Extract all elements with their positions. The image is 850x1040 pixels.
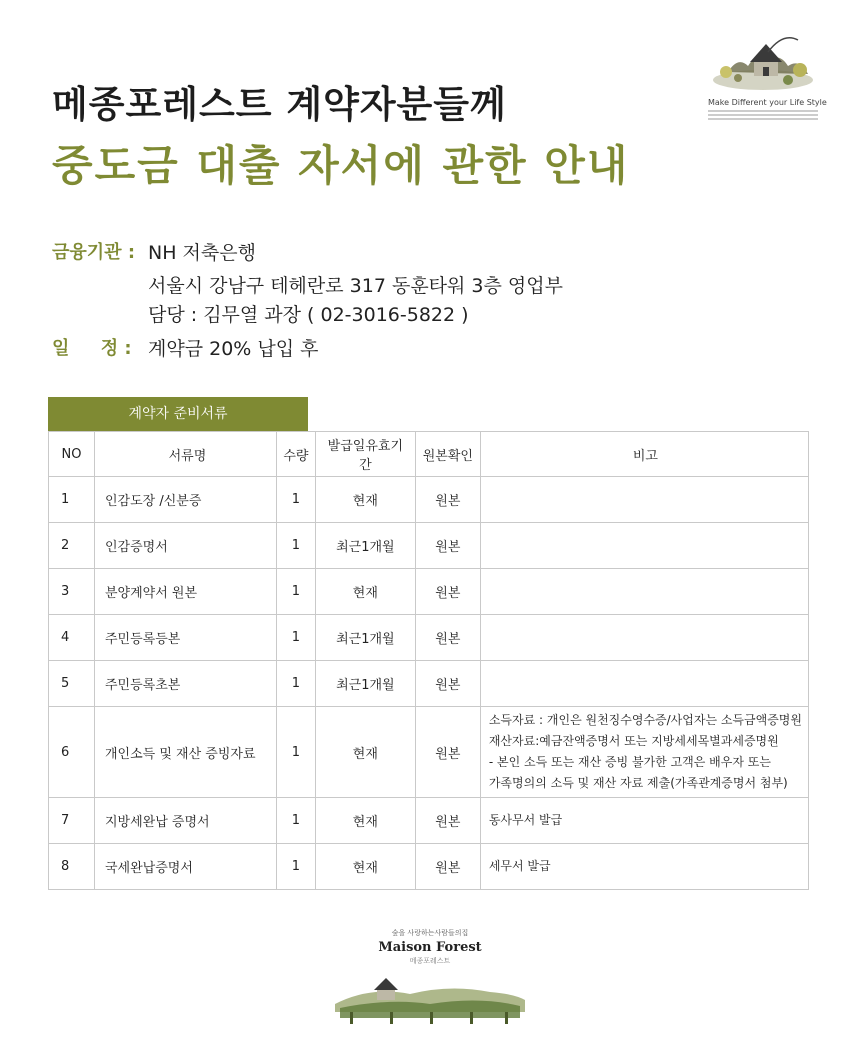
row-qty: 1	[276, 477, 315, 523]
institution-contact: 담당 : 김무열 과장 ( 02-3016-5822 )	[148, 304, 469, 326]
table-row	[49, 615, 809, 661]
note-line: 소득자료 : 개인은 원천징수영수증/사업자는 소득금액증명원	[488, 713, 802, 727]
row-period: 현재	[315, 569, 415, 615]
row-no: 2	[49, 523, 95, 569]
row-no: 8	[49, 844, 95, 890]
page-title-line2: 중도금 대출 자서에 관한 안내	[52, 141, 630, 190]
row-note	[480, 569, 808, 615]
row-no: 3	[49, 569, 95, 615]
row-period: 현재	[315, 798, 415, 844]
row-original: 원본	[415, 844, 480, 890]
row-original: 원본	[415, 569, 480, 615]
row-doc-name: 개인소득 및 재산 증빙자료	[94, 707, 276, 798]
note-line: 동사무서 발급	[488, 813, 563, 827]
row-note	[480, 798, 808, 844]
table-row	[49, 707, 809, 798]
row-period: 최근1개월	[315, 523, 415, 569]
row-original: 원본	[415, 798, 480, 844]
row-no: 1	[49, 477, 95, 523]
header-period: 발급일유효기간	[315, 432, 415, 477]
row-note	[480, 661, 808, 707]
note-line: 재산자료:예금잔액증명서 또는 지방세세목별과세증명원	[488, 734, 779, 748]
documents-tab: 계약자 준비서류	[48, 397, 308, 431]
header-note: 비고	[480, 432, 808, 477]
row-original: 원본	[415, 615, 480, 661]
row-no: 6	[49, 707, 95, 798]
table-row	[49, 523, 809, 569]
row-no: 5	[49, 661, 95, 707]
note-line: 가족명의의 소득 및 재산 자료 제출(가족관계증명서 첨부)	[488, 776, 788, 790]
forest-illustration	[330, 964, 530, 1026]
row-doc-name: 국세완납증명서	[94, 844, 276, 890]
row-note	[480, 844, 808, 890]
house-forest-illustration	[708, 22, 818, 94]
row-no: 7	[49, 798, 95, 844]
row-qty: 1	[276, 615, 315, 661]
institution-address: 서울시 강남구 테헤란로 317 동훈타워 3층 영업부	[148, 275, 563, 297]
header-no: NO	[49, 432, 95, 477]
row-no: 4	[49, 615, 95, 661]
slogan: Make Different your Life Style	[708, 98, 827, 107]
row-period: 최근1개월	[315, 661, 415, 707]
row-note	[480, 477, 808, 523]
documents-table	[48, 431, 809, 890]
header-qty: 수량	[276, 432, 315, 477]
header-doc-name: 서류명	[94, 432, 276, 477]
row-doc-name: 주민등록초본	[94, 661, 276, 707]
row-doc-name: 인감증명서	[94, 523, 276, 569]
footer-tagline: 숲을 사랑하는사람들의집	[391, 929, 469, 937]
row-original: 원본	[415, 523, 480, 569]
row-original: 원본	[415, 707, 480, 798]
institution-label: 금융기관 :	[52, 242, 136, 263]
footer-brand-kr: 메종포레스트	[409, 957, 451, 965]
brand-logo	[708, 22, 827, 122]
row-qty: 1	[276, 798, 315, 844]
schedule-value: 계약금 20% 납입 후	[148, 338, 319, 360]
note-line: - 본인 소득 또는 재산 증빙 불가한 고객은 배우자 또는	[488, 755, 771, 769]
row-period: 현재	[315, 477, 415, 523]
table-header-row	[49, 432, 809, 477]
row-qty: 1	[276, 569, 315, 615]
row-note	[480, 707, 808, 798]
row-original: 원본	[415, 477, 480, 523]
row-period: 최근1개월	[315, 615, 415, 661]
row-note	[480, 523, 808, 569]
table-row	[49, 798, 809, 844]
schedule-label: 일 정 :	[52, 338, 132, 359]
page-title-line1: 메종포레스트 계약자분들께	[52, 83, 507, 126]
row-period: 현재	[315, 844, 415, 890]
row-doc-name: 분양계약서 원본	[94, 569, 276, 615]
row-doc-name: 주민등록등본	[94, 615, 276, 661]
row-doc-name: 인감도장 /신분증	[94, 477, 276, 523]
note-line: 세무서 발급	[488, 859, 551, 873]
row-qty: 1	[276, 844, 315, 890]
table-row	[49, 844, 809, 890]
table-row	[49, 661, 809, 707]
row-note	[480, 615, 808, 661]
footer-brand-name: Maison Forest	[378, 940, 482, 955]
row-doc-name: 지방세완납 증명서	[94, 798, 276, 844]
row-qty: 1	[276, 707, 315, 798]
header-original: 원본확인	[415, 432, 480, 477]
slogan-fine-print	[708, 110, 818, 122]
row-period: 현재	[315, 707, 415, 798]
row-original: 원본	[415, 661, 480, 707]
row-qty: 1	[276, 661, 315, 707]
table-row	[49, 477, 809, 523]
table-row	[49, 569, 809, 615]
row-qty: 1	[276, 523, 315, 569]
footer-brand	[330, 928, 530, 966]
institution-name: NH 저축은행	[148, 242, 256, 264]
